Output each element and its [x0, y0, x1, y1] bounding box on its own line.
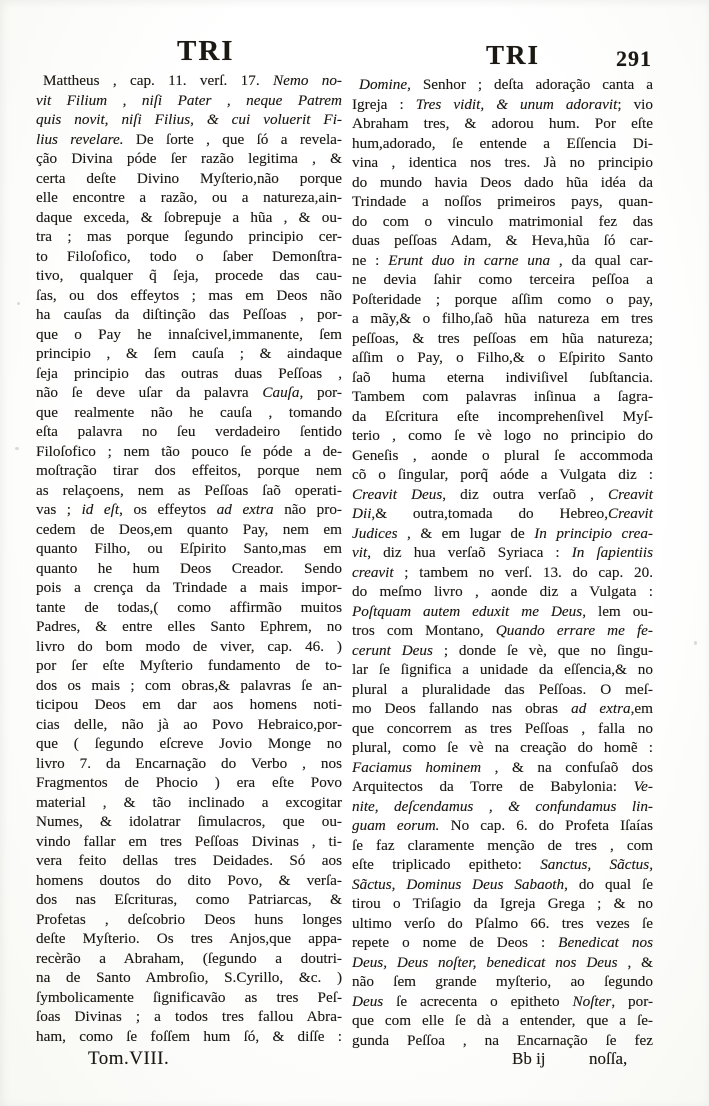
text-line: Deus, Deus noſter, benedicat nos Deus , & — [352, 953, 653, 971]
scan-speck — [15, 447, 19, 450]
text-line: vas ; id eſt, os effeytos ad extra não pro- — [36, 501, 342, 518]
text-line: do meſmo livro , aonde diz a Vulgata : — [352, 583, 653, 600]
text-line: vera feito dellas tres Deidades. Só aos — [36, 852, 342, 869]
scan-speck — [17, 302, 20, 305]
text-line: Arquitectos da Torre de Babylonia: Ve- — [352, 778, 653, 795]
text-column-left — [36, 71, 342, 1046]
text-line: Poſteridade ; porque aſſim como o pay, — [352, 290, 653, 308]
text-line: Poſtquam autem eduxit me Deus, lem ou- — [352, 602, 653, 620]
text-line: lar ſe ſignifica a unidade da eſſencia,& no — [352, 661, 653, 678]
text-line: gunda Peſſoa , na Encarnação ſe fez — [352, 1031, 653, 1049]
text-line: ſas, ou dos effeytos ; mas em Deos não — [36, 286, 342, 304]
text-line: certa deſte Divino Myſterio,não porque — [36, 169, 342, 187]
text-line: principio , & ſem cauſa ; & aindaque — [36, 345, 342, 362]
text-line: Geneſis , aonde o plural ſe accommoda — [352, 446, 653, 464]
text-line: Deus ſe acrecenta o epitheto Noſter, por- — [352, 992, 654, 1010]
text-line: Mattheus , cap. 11. verſ. 17. Nemo no- — [43, 72, 342, 89]
text-line: livro do bom modo de viver, cap. 46. ) — [36, 637, 342, 655]
text-line: duas peſſoas Adam, & Heva,hũa ſó car- — [352, 232, 653, 249]
text-line: Profetas , deſcobrio Deos huns longes — [36, 910, 342, 928]
page-number: 291 — [616, 46, 652, 71]
text-line: ticipou Deos em dar aos homens noti- — [36, 696, 342, 713]
text-line: Filoſofico ; nem tão pouco ſe póde a de- — [36, 442, 342, 460]
text-line: Trindade a noſſos primeiros pays, quan- — [352, 193, 653, 210]
text-line: Creavit Deus, diz outra verſaõ , Creavit — [352, 485, 653, 503]
running-title-left: TRI — [177, 35, 235, 67]
text-line: tra ; mas porque ſegundo principio cer- — [36, 228, 342, 245]
text-column-right — [352, 75, 653, 1050]
text-line: vit Filium , niſi Pater , neque Patrem — [36, 91, 342, 109]
text-line: homens doutos do dito Povo, & verſa- — [36, 871, 342, 889]
text-line: na de Santo Ambroſio, S.Cyrillo, &c. ) — [36, 969, 342, 986]
text-line: ne : Erunt duo in carne una , da qual car- — [352, 251, 653, 269]
text-line: elle encontre a razão, ou a natureza,ain- — [36, 189, 342, 206]
text-line: peſſoas, & tres peſſoas em hũa natureza; — [352, 329, 653, 347]
text-line: Abraham tres, & adorou hum. Por eſte — [352, 115, 653, 132]
text-line: tivo, qualquer q̃ ſeja, procede das cau- — [36, 267, 342, 284]
text-line: Domine, Senhor ; deſta adoração canta a — [359, 76, 653, 93]
text-line: que o Pay he innaſcivel,immanente, ſem — [36, 325, 342, 343]
text-line: aſſim o Pay, o Filho,& o Eſpirito Santo — [352, 349, 653, 366]
text-line: cias delle, não jà ao Povo Hebraico,por- — [36, 715, 342, 733]
text-line: eſta palavra no ſeu verdadeiro ſentido — [36, 423, 342, 440]
text-line: moſtração tirar dos effeitos, porque nem — [36, 462, 342, 479]
text-line: quanto Filho, ou Eſpirito Santo,mas em — [36, 540, 342, 557]
text-line: tirou o Triſagio da Igreja Grega ; & no — [352, 895, 653, 912]
text-line: Dii,& outra,tomada do Hebreo,Creavit — [352, 505, 653, 522]
text-line: dos nas Eſcrituras, como Patriarcas, & — [36, 891, 342, 908]
text-line: vina , identica nos tres. Jà no principio — [352, 154, 653, 171]
text-line: repete o nome de Deos : Benedicat nos — [352, 934, 653, 951]
text-line: Tambem com palavras inſinua a ſagra- — [352, 388, 653, 405]
text-line: eſte triplicado epitheto: Sanctus, Sãctus, — [352, 856, 653, 873]
text-line: ſoas Divinas ; a todos tres fallou Abra- — [36, 1008, 342, 1025]
text-line: Judices , & em lugar de In principio crea- — [352, 524, 653, 542]
text-line: ham, como ſe foſſem hum ſó, & diſſe : — [36, 1027, 342, 1045]
text-line: ſymbolicamente ſignificavão as tres Peſ- — [36, 988, 342, 1006]
text-line: plural a pluralidade das Peſſoas. O meſ- — [352, 680, 653, 698]
text-line: que ( ſegundo eſcreve Jovio Monge no — [36, 735, 342, 752]
text-line: vindo fallar em tres Peſſoas Divinas , ti- — [36, 832, 342, 850]
text-line: plural, como ſe vè na creação do homẽ : — [352, 739, 653, 756]
text-line: Sãctus, Dominus Deus Sabaoth, do qual ſe — [352, 875, 654, 893]
text-line: que concorrem as tres Peſſoas , falla no — [352, 719, 653, 737]
text-line: do com o vinculo matrimonial fez das — [352, 212, 653, 230]
text-line: Igreja : Tres vidit, & unum adoravit; vio — [352, 95, 653, 113]
text-line: tante de todas,( como affirmão muitos — [36, 598, 342, 616]
text-line: as relaçoens, nem as Peſſoas ſaõ operati- — [36, 481, 342, 499]
running-title-right: TRI — [486, 40, 541, 70]
text-line: ſe faz claramente menção de tres , com — [352, 836, 653, 854]
text-line: ſeja principio das outras duas Peſſoas , — [36, 364, 342, 382]
text-line: não ſe deve uſar da palavra Cauſa, por- — [36, 384, 342, 401]
text-line: que com elle ſe dà a entender, que a ſe- — [352, 1012, 653, 1029]
text-line: terio , como ſe vè logo no principio do — [352, 427, 653, 444]
text-line: daque exceda, & ſobrepuje a hũa , & ou- — [36, 208, 342, 226]
text-line: cedem de Deos,em quanto Pay, nem em — [36, 520, 342, 538]
text-line: ſaõ huma eterna indiviſivel ſubſtancia. — [352, 368, 653, 386]
text-line: dos os mais ; com obras,& palavras ſe an- — [36, 676, 342, 694]
text-line: livro 7. da Encarnação do Verbo , nos — [36, 754, 342, 772]
text-line: hum,adorado, ſe entende a Eſſencia Di- — [352, 134, 653, 152]
text-line: Faciamus hominem , & na confuſaõ dos — [352, 758, 653, 776]
text-line: material , & tão inclinado a excogitar — [36, 793, 342, 811]
text-line: creavit ; tambem no verſ. 13. do cap. 20. — [352, 563, 653, 581]
text-line: por ſer eſte Myſterio fundamento de to- — [36, 657, 342, 674]
volume-label: Tom.VIII. — [88, 1048, 170, 1069]
text-line: da Eſcritura eſte incomprehenſivel Myſ- — [352, 407, 653, 425]
text-line: ultimo verſo do Pſalmo 66. tres vezes ſe — [352, 914, 653, 932]
signature-mark: Bb ij — [512, 1049, 546, 1068]
text-line: vit, diz hua verſaõ Syriaca : In ſapientiis — [352, 544, 653, 561]
text-line: Fragmentos de Phocio ) era eſte Povo — [36, 774, 342, 791]
text-line: cerunt Deus ; donde ſe vè, que no ſingu- — [352, 641, 654, 659]
text-line: recèrão a Abraham, (ſegundo a doutri- — [36, 949, 342, 967]
text-line: guam eorum. No cap. 6. do Profeta Iſaías — [352, 817, 653, 834]
text-line: nite, deſcendamus , & confundamus lin- — [352, 797, 653, 815]
text-line: cõ o ſingular, porq̃ aóde a Vulgata diz : — [352, 466, 653, 483]
text-line: Numes, & idolatrar ſimulacros, que ou- — [36, 813, 342, 830]
scan-speck — [694, 641, 697, 645]
text-line: não ſem grande myſterio, ao ſegundo — [352, 973, 653, 990]
text-line: to Filoſofico, todo o ſaber Demonſtra- — [36, 247, 342, 265]
text-line: deſte Myſterio. Os tres Anjos,que appa- — [36, 930, 342, 947]
text-line: a mãy,& o filho,ſaõ hũa natureza em tres — [352, 310, 653, 327]
text-line: lius revelare. De ſorte , que ſó a revela- — [36, 130, 342, 148]
text-line: quanto he hum Deos Creador. Sendo — [36, 559, 342, 577]
text-line: ne devia ſahir como terceira peſſoa a — [352, 271, 653, 288]
text-line: pois a crença da Trindade a mais impor- — [36, 579, 342, 596]
text-line: tros com Montano, Quando errare me fe- — [352, 622, 653, 639]
text-line: do mundo havia Deos dado hũa idéa da — [352, 173, 653, 191]
text-line: que realmente não he cauſa , tomando — [36, 403, 342, 421]
text-line: Padres, & entre elles Santo Ephrem, no — [36, 618, 342, 635]
text-line: mo Deos fallando nas obras ad extra,em — [352, 700, 653, 717]
catchword: noſſa, — [589, 1049, 628, 1068]
text-line: quis novit, niſi Filius, & cui voluerit Fi- — [36, 111, 342, 128]
text-line: ha cauſas da diſtinção das Peſſoas , por- — [36, 306, 342, 323]
text-line: ção Divina póde ſer razão legitima , & — [36, 150, 342, 167]
